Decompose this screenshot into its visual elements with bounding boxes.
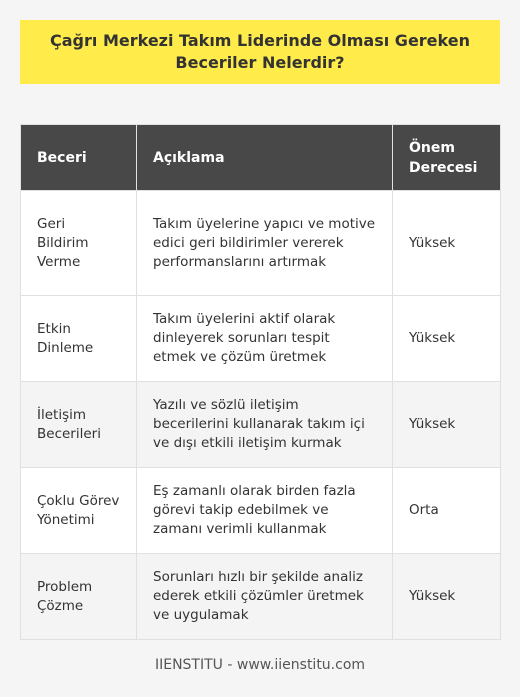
column-header-importance: Önem Derecesi: [393, 125, 501, 191]
table-row: [21, 468, 501, 554]
skill-cell: Geri Bildirim Verme: [21, 191, 137, 296]
description-cell: Sorunları hızlı bir şekilde analiz ederek etkili çözümler üretmek ve uygulamak: [137, 554, 393, 640]
title-banner: [20, 20, 500, 84]
importance-cell: Orta: [393, 468, 501, 554]
description-cell: Takım üyelerini aktif olarak dinleyerek sorunları tespit etmek ve çözüm üretmek: [137, 296, 393, 382]
skill-cell: Etkin Dinleme: [21, 296, 137, 382]
description-cell: Eş zamanlı olarak birden fazla görevi takip edebilmek ve zamanı verimli kullanmak: [137, 468, 393, 554]
table-header-row: [21, 125, 501, 191]
page-title: Çağrı Merkezi Takım Liderinde Olması Gereken Beceriler Nelerdir?: [50, 31, 470, 72]
description-cell: Takım üyelerine yapıcı ve motive edici geri bildirimler vererek performanslarını artırmak: [137, 191, 393, 296]
table-row: [21, 191, 501, 296]
column-header-description: Açıklama: [137, 125, 393, 191]
footer-credit: IIENSTITU - www.iienstitu.com: [154, 657, 366, 673]
importance-cell: Yüksek: [393, 554, 501, 640]
skill-cell: Problem Çözme: [21, 554, 137, 640]
importance-cell: Yüksek: [393, 382, 501, 468]
table-row: [21, 382, 501, 468]
skill-cell: İletişim Becerileri: [21, 382, 137, 468]
importance-cell: Yüksek: [393, 296, 501, 382]
skill-cell: Çoklu Görev Yönetimi: [21, 468, 137, 554]
importance-cell: Yüksek: [393, 191, 501, 296]
table-row: [21, 296, 501, 382]
description-cell: Yazılı ve sözlü iletişim becerilerini kullanarak takım içi ve dışı etkili iletişim kurmak: [137, 382, 393, 468]
column-header-skill: Beceri: [21, 125, 137, 191]
skills-table: [20, 124, 501, 640]
table-row: [21, 554, 501, 640]
